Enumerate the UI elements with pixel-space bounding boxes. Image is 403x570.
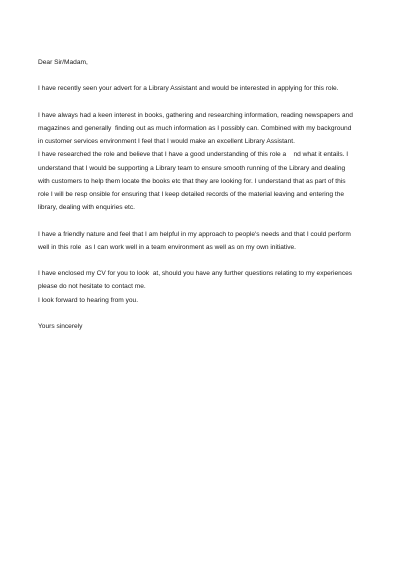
intro-text: I have recently seen your advert for a Library Assistant and would be interested in applying for this role. [38, 85, 339, 93]
paragraph-gap [38, 69, 370, 82]
look-forward-paragraph [38, 294, 370, 307]
paragraph-gap [38, 214, 370, 227]
paragraph-line: with customers to help them locate the books etc that they are looking for. I understand that as part of this [38, 177, 346, 185]
paragraph-line: I have researched the role and believe that I have a good understanding of this role a nd what it entails. I [38, 151, 349, 159]
paragraph-gap [38, 254, 370, 267]
closing-text: Yours sincerely [38, 322, 83, 330]
paragraph-gap [38, 307, 370, 320]
intro-paragraph [38, 82, 370, 95]
paragraph-line: I look forward to hearing from you. [38, 296, 139, 304]
cover-letter [38, 56, 370, 333]
paragraph-line: library, dealing with enquiries etc. [38, 204, 135, 212]
nature-paragraph [38, 228, 370, 254]
paragraph-line: please do not hesitate to contact me. [38, 283, 146, 291]
research-paragraph [38, 148, 370, 214]
paragraph-line: understand that I would be supporting a Library team to ensure smooth running of the Library and dealing [38, 164, 346, 172]
interest-paragraph [38, 109, 370, 149]
cv-paragraph [38, 267, 370, 293]
paragraph-line: magazines and generally finding out as much information as I possibly can. Combined with my background [38, 124, 352, 132]
salutation [38, 56, 370, 69]
paragraph-gap [38, 96, 370, 109]
closing [38, 320, 370, 333]
salutation-text: Dear Sir/Madam, [38, 59, 88, 66]
paragraph-line: I have always had a keen interest in books, gathering and researching information, reading newspapers and [38, 111, 353, 119]
paragraph-line: role I will be resp onsible for ensuring that I keep detailed records of the material leaving and entering the [38, 191, 345, 198]
paragraph-line: I have a friendly nature and feel that I am helpful in my approach to people's needs and that I could perform [38, 230, 351, 238]
paragraph-line: in customer services environment I feel that I would make an excellent Library Assistant. [38, 138, 295, 146]
paragraph-line: I have enclosed my CV for you to look at, should you have any further questions relating to my experiences [38, 270, 353, 278]
paragraph-line: well in this role as I can work well in a team environment as well as on my own initiative. [38, 243, 296, 251]
